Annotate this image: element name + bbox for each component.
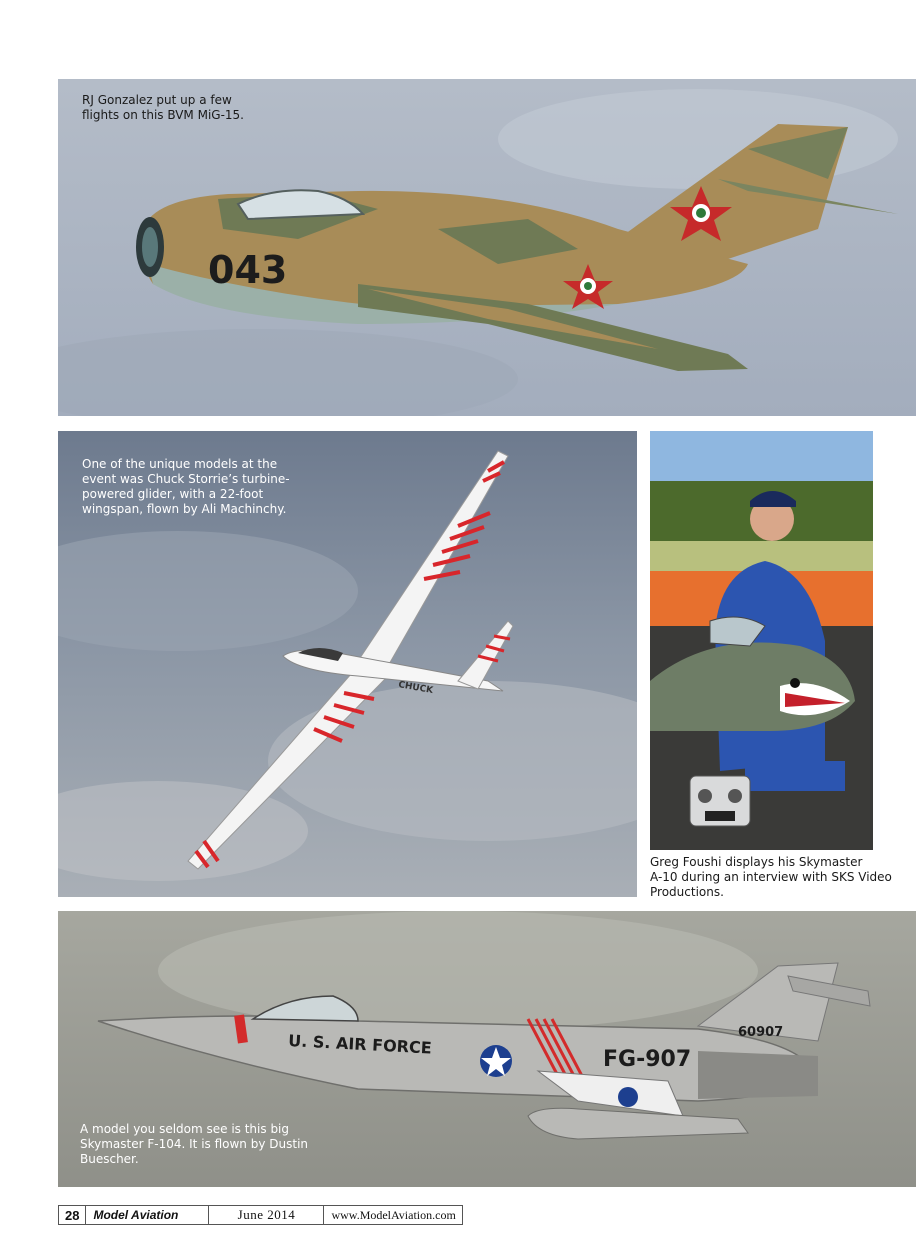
f104-caption <box>80 1122 308 1167</box>
glider-fuselage-text: CHUCK <box>397 680 434 697</box>
glider-caption <box>82 457 290 517</box>
website-link[interactable]: www.ModelAviation.com <box>324 1205 463 1225</box>
f104-usaf-text: U. S. AIR FORCE <box>287 1031 433 1058</box>
caption-line: Greg Foushi displays his Skymaster <box>650 855 863 869</box>
page-number: 28 <box>58 1205 86 1225</box>
caption-line: One of the unique models at the <box>82 457 278 471</box>
a10-caption <box>650 855 892 900</box>
mig15-illustration <box>58 79 916 416</box>
page-folio <box>58 1205 463 1225</box>
caption-line: powered glider, with a 22-foot <box>82 487 264 501</box>
caption-line: A-10 during an interview with SKS Video <box>650 870 892 884</box>
caption-line: flights on this BVM MiG-15. <box>82 108 244 122</box>
caption-line: wingspan, flown by Ali Machinchy. <box>82 502 287 516</box>
issue-date: June 2014 <box>209 1205 324 1225</box>
f104-buzz-number: FG-907 <box>603 1047 692 1072</box>
mig15-photo <box>58 79 916 416</box>
mig-nose-number: 043 <box>208 248 288 292</box>
caption-line: Productions. <box>650 885 724 899</box>
caption-line: Skymaster F-104. It is flown by Dustin <box>80 1137 309 1151</box>
caption-line: A model you seldom see is this big <box>80 1122 290 1136</box>
magazine-name: Model Aviation <box>86 1205 209 1225</box>
a10-illustration <box>650 431 873 850</box>
f104-tail-number: 60907 <box>738 1025 784 1040</box>
caption-line: event was Chuck Storrie’s turbine- <box>82 472 290 486</box>
caption-line: Buescher. <box>80 1152 139 1166</box>
caption-line: RJ Gonzalez put up a few <box>82 93 232 107</box>
a10-photo <box>650 431 873 850</box>
mig15-caption <box>82 93 244 123</box>
